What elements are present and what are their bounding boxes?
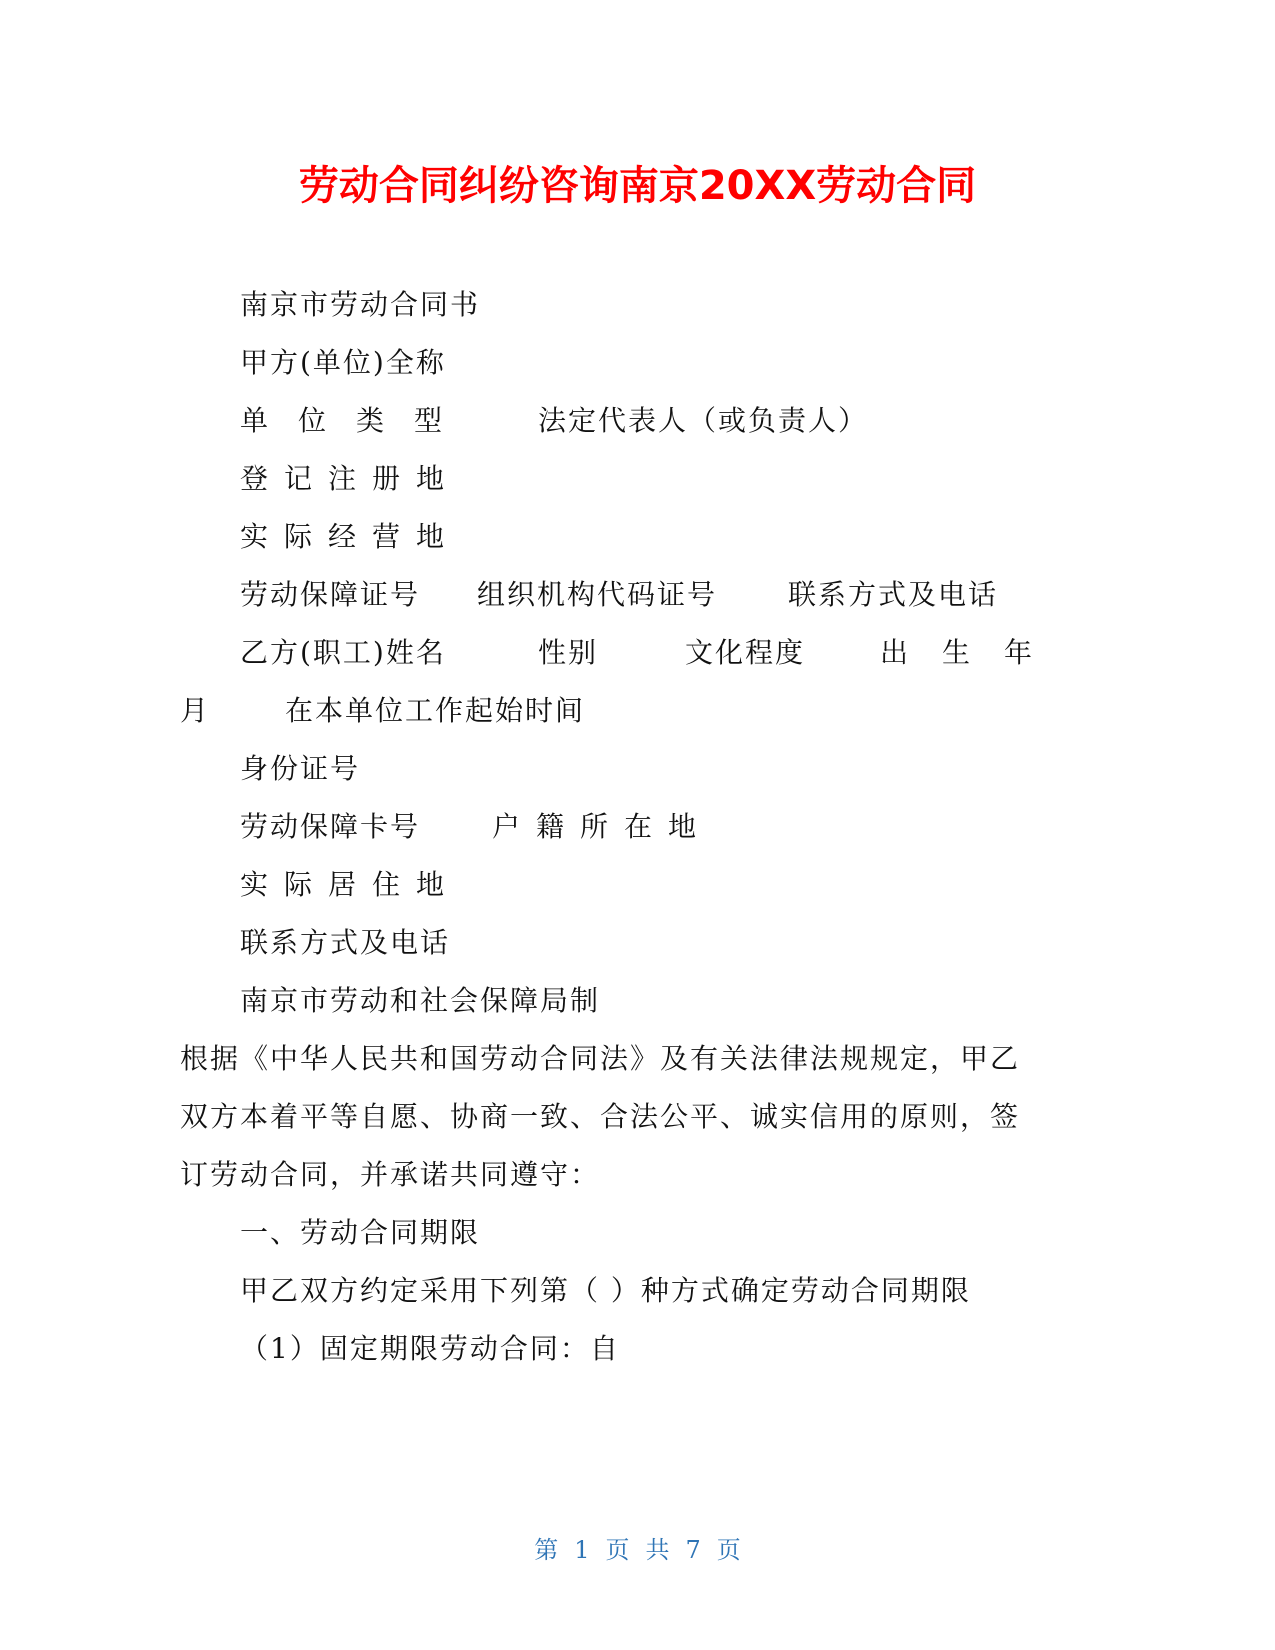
footer-total-unit: 页 (716, 1536, 741, 1564)
text-line: 南京市劳动和社会保障局制 (240, 984, 601, 1017)
text-line: 劳动保障证号 (240, 578, 421, 611)
text-line: 甲乙双方约定采用下列第（ ）种方式确定劳动合同期限 (240, 1274, 971, 1307)
text-line: （1）固定期限劳动合同：自 (240, 1332, 620, 1365)
footer-page-number: 1 (574, 1536, 590, 1564)
text-line: 组织机构代码证号 (477, 578, 718, 611)
text-line: 在本单位工作起始时间 (285, 694, 586, 727)
text-line: 户籍所在地 (492, 810, 713, 843)
text-line: 订劳动合同，并承诺共同遵守： (180, 1158, 601, 1191)
document-title: 劳动合同纠纷咨询南京20XX劳动合同 (298, 163, 977, 209)
text-line: 出生年 (880, 636, 1067, 669)
text-line: 双方本着平等自愿、协商一致、合法公平、诚实信用的原则，签 (180, 1100, 1021, 1133)
text-line: 一、劳动合同期限 (240, 1216, 481, 1249)
text-line: 联系方式及电话 (788, 578, 999, 611)
text-line: 身份证号 (240, 752, 361, 785)
text-line: 文化程度 (685, 636, 806, 669)
text-line: 法定代表人（或负责人） (538, 404, 869, 437)
text-line: 性别 (538, 636, 599, 669)
footer-page-label: 第 (534, 1536, 559, 1564)
text-line: 乙方(职工)姓名 (240, 636, 446, 669)
page-footer (0, 1535, 1275, 1565)
text-line: 劳动保障卡号 (240, 810, 421, 843)
text-line: 登记注册地 (240, 462, 461, 495)
text-line: 甲方(单位)全称 (240, 346, 446, 379)
footer-page-unit: 页 (605, 1536, 630, 1564)
text-line: 南京市劳动合同书 (240, 288, 481, 321)
text-line: 月 (180, 694, 211, 727)
footer-total-label: 共 (645, 1536, 670, 1564)
text-line: 实际经营地 (240, 520, 461, 553)
text-line: 实际居住地 (240, 868, 461, 901)
text-line: 根据《中华人民共和国劳动合同法》及有关法律法规规定，甲乙 (180, 1042, 1021, 1075)
footer-total-number: 7 (685, 1536, 701, 1564)
text-line: 单位类型 (240, 404, 473, 437)
text-line: 联系方式及电话 (240, 926, 451, 959)
